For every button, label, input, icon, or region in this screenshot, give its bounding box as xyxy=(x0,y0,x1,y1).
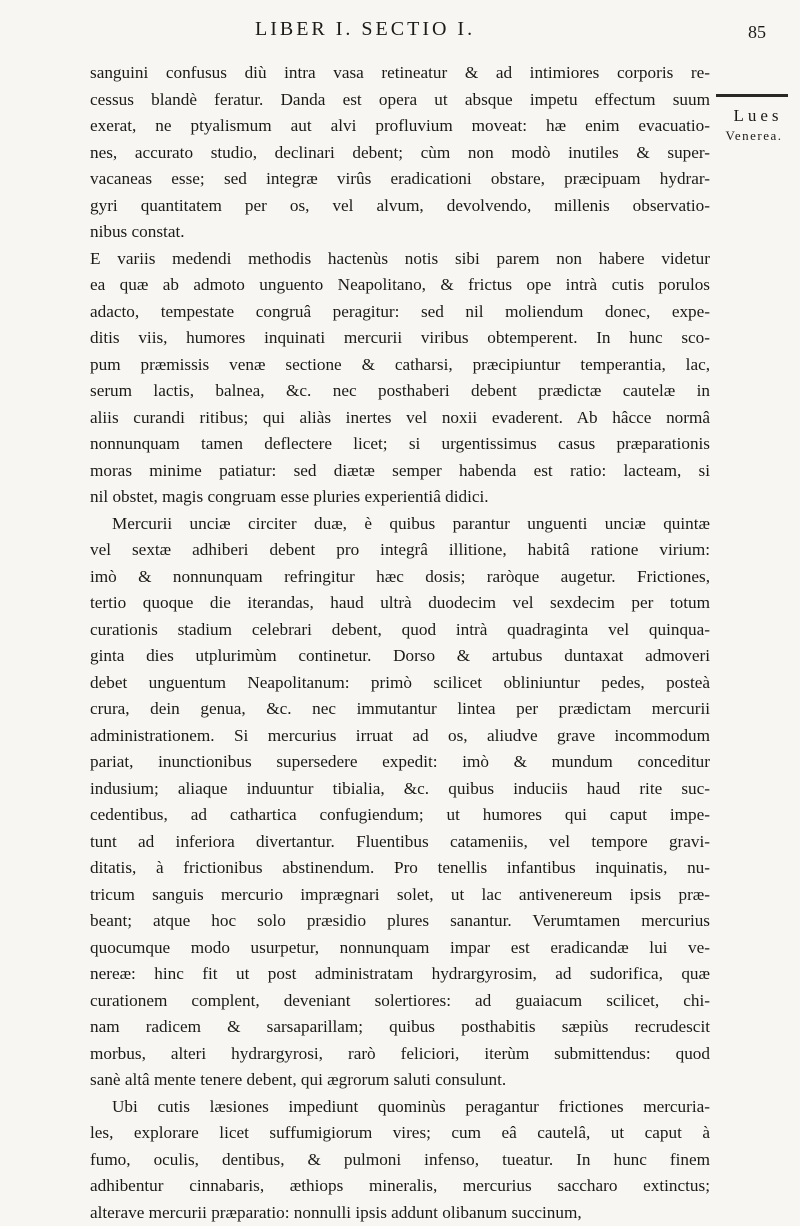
margin-note-line-1: Lues xyxy=(722,106,794,126)
text-line: adacto, tempestate congruâ peragitur: sed nil moliendum donec, expe- xyxy=(90,299,710,326)
text-line: gyri quantitatem per os, vel alvum, devolvendo, millenis observatio- xyxy=(90,193,710,220)
margin-note xyxy=(722,106,794,146)
text-line: Mercurii unciæ circiter duæ, è quibus parantur unguenti unciæ quintæ xyxy=(90,511,710,538)
text-line: cedentibus, ad cathartica confugiendum; ut humores qui caput impe- xyxy=(90,802,710,829)
text-line: curationis stadium celebrari debent, quod intrà quadraginta vel quinqua- xyxy=(90,617,710,644)
text-line: vel sextæ adhiberi debent pro integrâ illitione, habitâ ratione virium: xyxy=(90,537,710,564)
text-line: nam radicem & sarsaparillam; quibus posthabitis sæpiùs recrudescit xyxy=(90,1014,710,1041)
text-line: serum lactis, balnea, &c. nec posthaberi debent prædictæ cautelæ in xyxy=(90,378,710,405)
text-line: ditatis, à frictionibus abstinendum. Pro tenellis infantibus inquinatis, nu- xyxy=(90,855,710,882)
text-line: E variis medendi methodis hactenùs notis sibi parem non habere videtur xyxy=(90,246,710,273)
text-line: curationem complent, deveniant solertiores: ad guaiacum scilicet, chi- xyxy=(90,988,710,1015)
text-line: nibus constat. xyxy=(90,219,710,246)
text-line: administrationem. Si mercurius irruat ad os, aliudve grave incommodum xyxy=(90,723,710,750)
text-line: indusium; aliaque induuntur tibialia, &c. quibus induciis haud rite suc- xyxy=(90,776,710,803)
text-line: pum præmissis venæ sectione & catharsi, præcipiuntur temperantia, lac, xyxy=(90,352,710,379)
text-line: debet unguentum Neapolitanum: primò scilicet obliniuntur pedes, posteà xyxy=(90,670,710,697)
text-line: exerat, ne ptyalismum aut alvi profluvium moveat: hæ enim evacuatio- xyxy=(90,113,710,140)
margin-rule xyxy=(716,94,788,97)
text-line: sanè altâ mente tenere debent, qui ægrorum saluti consulunt. xyxy=(90,1067,710,1094)
running-head: LIBER I. SECTIO I. xyxy=(255,18,475,41)
text-line: ditis viis, humores inquinati mercurii viribus obtemperent. In hunc sco- xyxy=(90,325,710,352)
text-line: nonnunquam tamen deflectere licet; si urgentissimus casus præparationis xyxy=(90,431,710,458)
text-line: ea quæ ab admoto unguento Neapolitano, & frictus ope intrà cutis porulos xyxy=(90,272,710,299)
text-line: tunt ad inferiora divertantur. Fluentibus catameniis, vel tempore gravi- xyxy=(90,829,710,856)
text-line: beant; atque hoc solo præsidio plures sanantur. Verumtamen mercurius xyxy=(90,908,710,935)
paragraph xyxy=(90,60,710,246)
text-line: alterave mercurii præparatio: nonnulli ipsis addunt olibanum succinum, xyxy=(90,1200,710,1226)
text-line: nil obstet, magis congruam esse pluries experientiâ didici. xyxy=(90,484,710,511)
text-line: morbus, alteri hydrargyrosi, rarò feliciori, iterùm submittendus: quod xyxy=(90,1041,710,1068)
text-line: quocumque modo usurpetur, nonnunquam impar est eradicandæ lui ve- xyxy=(90,935,710,962)
page-number: 85 xyxy=(748,22,766,43)
paragraph xyxy=(90,1094,710,1226)
body-text xyxy=(90,60,710,1226)
text-line: vacaneas esse; sed integræ virûs eradicationi obstare, præcipuam hydrar- xyxy=(90,166,710,193)
text-line: Ubi cutis læsiones impediunt quominùs peragantur frictiones mercuria- xyxy=(90,1094,710,1121)
text-line: adhibentur cinnabaris, æthiops mineralis, mercurius saccharo extinctus; xyxy=(90,1173,710,1200)
text-line: fumo, oculis, dentibus, & pulmoni infenso, tueatur. In hunc finem xyxy=(90,1147,710,1174)
text-line: tricum sanguis mercurio imprægnari solet, ut lac antivenereum ipsis præ- xyxy=(90,882,710,909)
paragraph xyxy=(90,246,710,511)
text-line: nes, accurato studio, declinari debent; cùm non modò inutiles & super- xyxy=(90,140,710,167)
text-line: les, explorare licet suffumigiorum vires; cum eâ cautelâ, ut caput à xyxy=(90,1120,710,1147)
margin-note-line-2: Venerea. xyxy=(714,126,794,146)
text-line: aliis curandi ritibus; qui aliàs inertes vel noxii evaderent. Ab hâcce normâ xyxy=(90,405,710,432)
text-line: nereæ: hinc fit ut post administratam hydrargyrosim, ad sudorifica, quæ xyxy=(90,961,710,988)
text-line: ginta dies utplurimùm continetur. Dorso & artubus duntaxat admoveri xyxy=(90,643,710,670)
text-line: moras minime patiatur: sed diætæ semper habenda est ratio: lacteam, si xyxy=(90,458,710,485)
text-line: crura, dein genua, &c. nec immutantur lintea per prædictam mercurii xyxy=(90,696,710,723)
page-header xyxy=(0,14,800,54)
text-line: tertio quoque die iterandas, haud ultrà duodecim vel sexdecim per totum xyxy=(90,590,710,617)
text-line: pariat, inunctionibus supersedere expedit: imò & mundum conceditur xyxy=(90,749,710,776)
text-line: sanguini confusus diù intra vasa retineatur & ad intimiores corporis re- xyxy=(90,60,710,87)
paragraph xyxy=(90,511,710,1094)
text-line: cessus blandè feratur. Danda est opera ut absque impetu effectum suum xyxy=(90,87,710,114)
text-line: imò & nonnunquam refringitur hæc dosis; raròque augetur. Frictiones, xyxy=(90,564,710,591)
